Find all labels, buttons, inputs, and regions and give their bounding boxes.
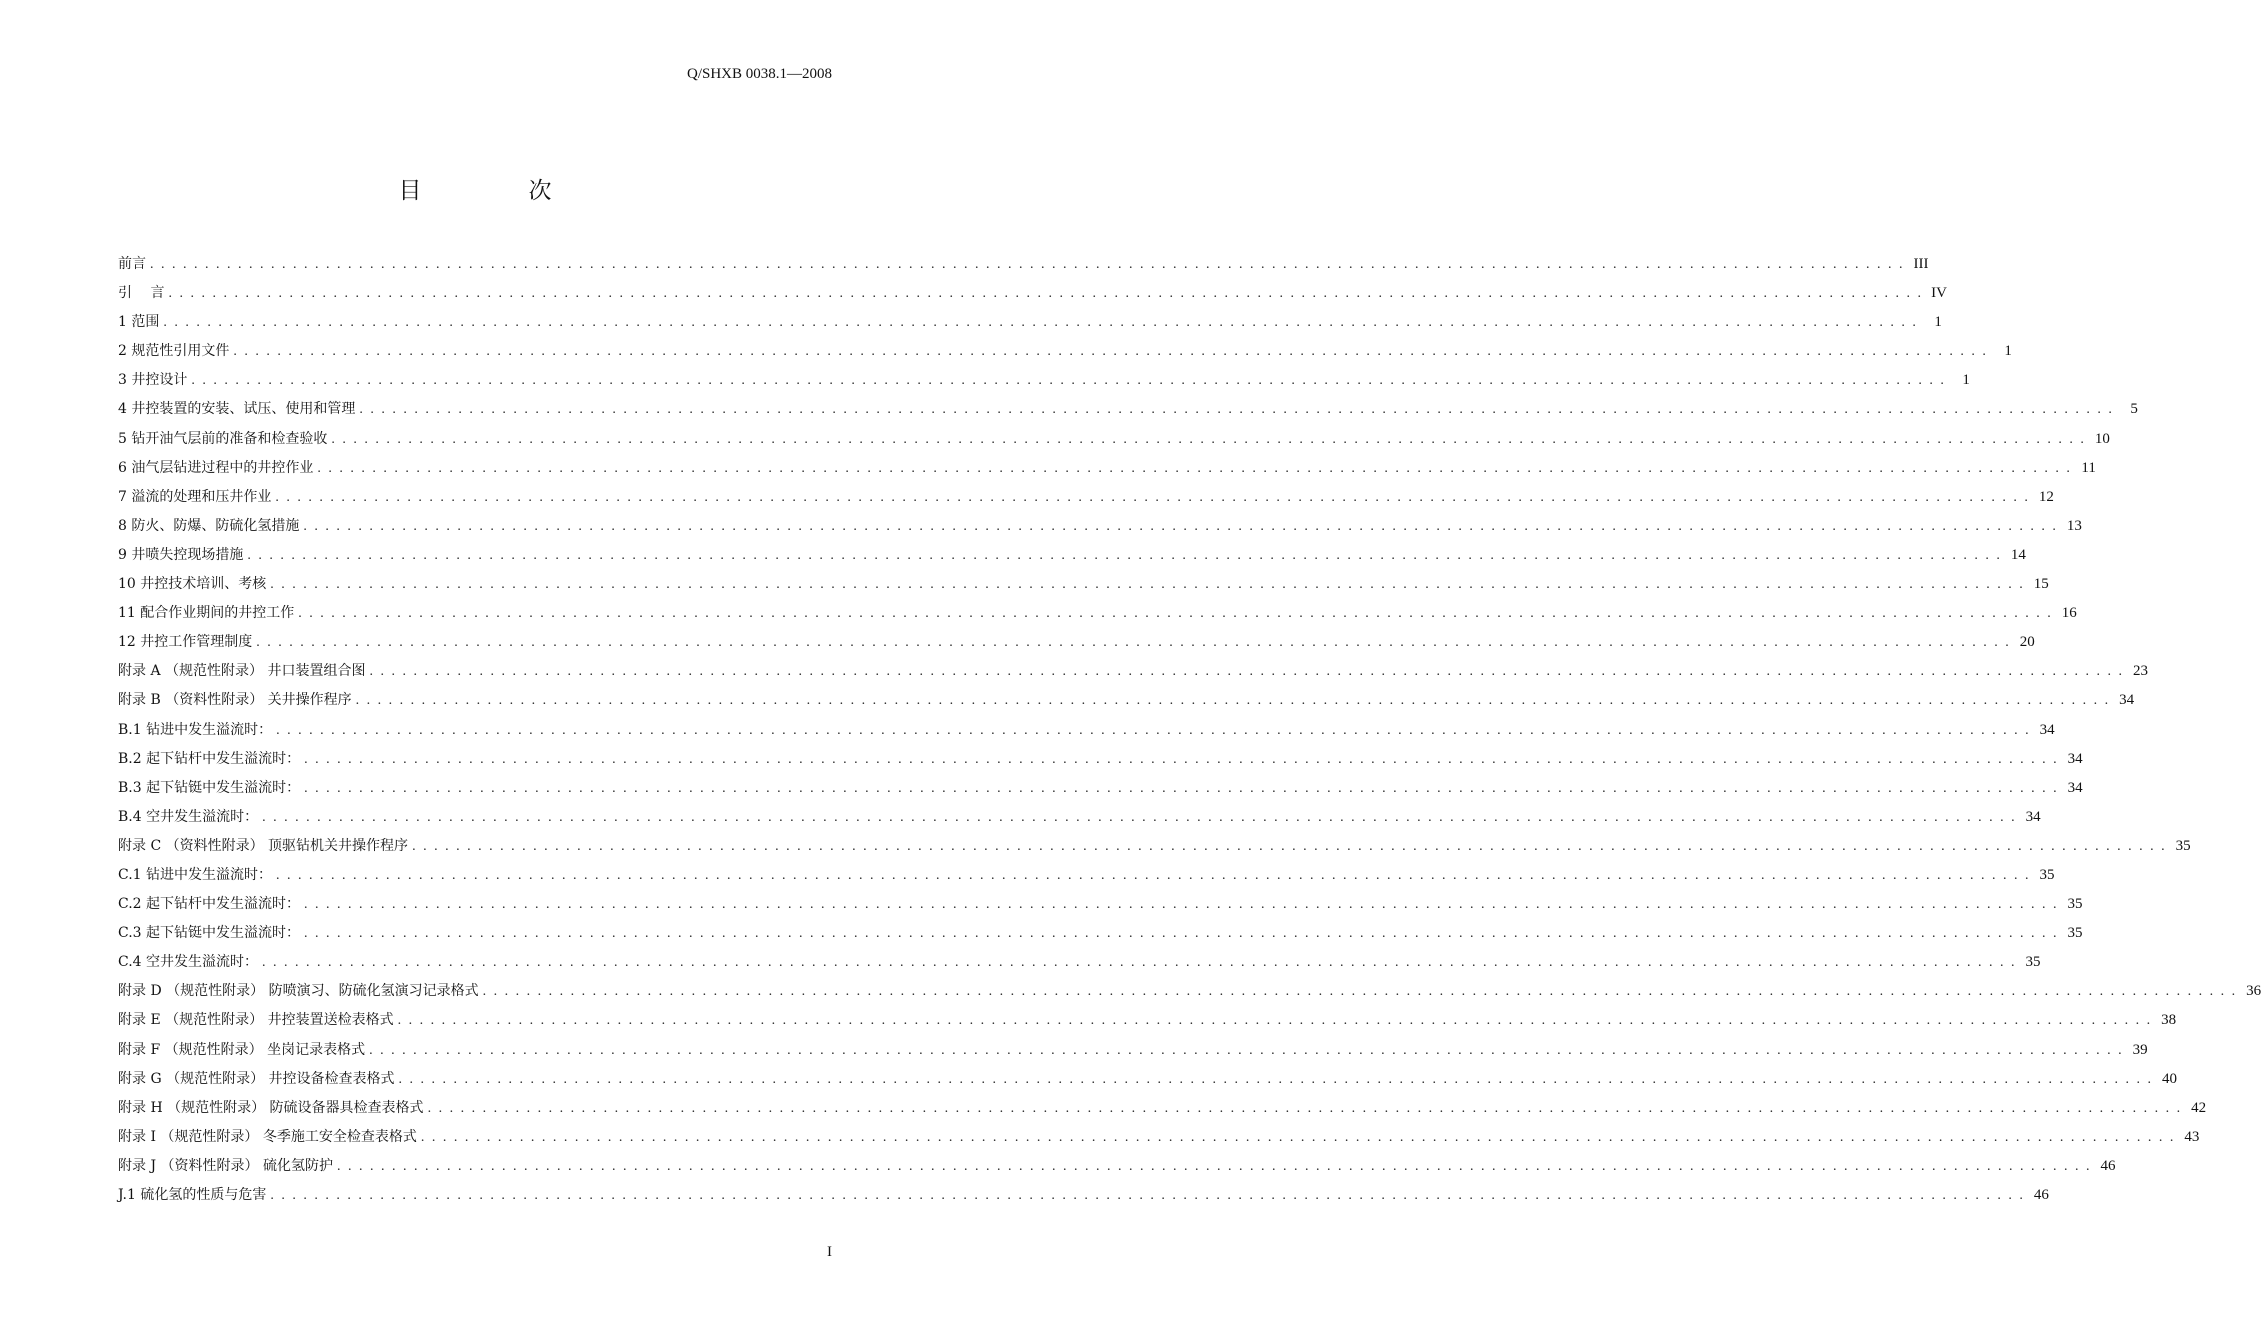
dot-leader: . . . . . . . . . . . . . . . . . . . . . . . . . . . . . . . . . . . . . . . . . . . . . . . . . . . . . . . . . . . . . . . . . . . . . . . . . . . . . . . . . . . . . . . . . . . . . . . . . . . . . . . . . . . . . . . . . . . . . . . . . . . . . . . . . . . . . . . . . . . . . . . . . . . . . . . . . . . . . . . . (369, 664, 2124, 680)
toc-entry-label: 12 井控工作管理制度 (118, 634, 253, 651)
dot-leader: . . . . . . . . . . . . . . . . . . . . . . . . . . . . . . . . . . . . . . . . . . . . . . . . . . . . . . . . . . . . . . . . . . . . . . . . . . . . . . . . . . . . . . . . . . . . . . . . . . . . . . . . . . . . . . . . . . . . . . . . . . . . . . . . . . . . . . . . . . . . . . . . . . . . . . . . . . . . . . . . (304, 897, 2059, 913)
dot-leader: . . . . . . . . . . . . . . . . . . . . . . . . . . . . . . . . . . . . . . . . . . . . . . . . . . . . . . . . . . . . . . . . . . . . . . . . . . . . . . . . . . . . . . . . . . . . . . . . . . . . . . . . . . . . . . . . . . . . . . . . . . . . . . . . . . . . . . . . . . . . . . . . . . . . . . . . . . . . . . . . (331, 431, 2086, 447)
toc-entry[interactable] (118, 981, 2261, 1010)
toc-entry-label: 附录 H （规范性附录） 防硫设备器具检查表格式 (118, 1099, 424, 1116)
dot-leader: . . . . . . . . . . . . . . . . . . . . . . . . . . . . . . . . . . . . . . . . . . . . . . . . . . . . . . . . . . . . . . . . . . . . . . . . . . . . . . . . . . . . . . . . . . . . . . . . . . . . . . . . . . . . . . . . . . . . . . . . . . . . . . . . . . . . . . . . . . . . . . . . . . . . . . . . . . . . . . . . (397, 1013, 2153, 1029)
toc-entry-label: 前言 (118, 256, 146, 272)
dot-leader: . . . . . . . . . . . . . . . . . . . . . . . . . . . . . . . . . . . . . . . . . . . . . . . . . . . . . . . . . . . . . . . . . . . . . . . . . . . . . . . . . . . . . . . . . . . . . . . . . . . . . . . . . . . . . . . . . . . . . . . . . . . . . . . . . . . . . . . . . . . . . . . . . . . . . . . . . . . . . . . . (256, 635, 2011, 651)
toc-entry[interactable] (118, 283, 1947, 312)
toc-entry-page: 35 (2039, 866, 2055, 883)
dot-leader: . . . . . . . . . . . . . . . . . . . . . . . . . . . . . . . . . . . . . . . . . . . . . . . . . . . . . . . . . . . . . . . . . . . . . . . . . . . . . . . . . . . . . . . . . . . . . . . . . . . . . . . . . . . . . . . . . . . . . . . . . . . . . . . . . . . . . . . . . . . . . . . . . . . . . . . . . . . . . . . . (369, 1042, 2124, 1058)
toc-entry[interactable] (118, 894, 2083, 923)
dot-leader: . . . . . . . . . . . . . . . . . . . . . . . . . . . . . . . . . . . . . . . . . . . . . . . . . . . . . . . . . . . . . . . . . . . . . . . . . . . . . . . . . . . . . . . . . . . . . . . . . . . . . . . . . . . . . . . . . . . . . . . . . . . . . . . . . . . . . . . . . . . . . . . . . . . . . . . . . . . . . . . . (412, 838, 2167, 854)
toc-entry[interactable] (118, 603, 2077, 632)
dot-leader: . . . . . . . . . . . . . . . . . . . . . . . . . . . . . . . . . . . . . . . . . . . . . . . . . . . . . . . . . . . . . . . . . . . . . . . . . . . . . . . . . . . . . . . . . . . . . . . . . . . . . . . . . . . . . . . . . . . . . . . . . . . . . . . . . . . . . . . . . . . . . . . . . . . . . . . . . . . . . . . . (420, 1129, 2176, 1145)
toc-entry-page: 35 (2025, 954, 2041, 971)
document-code: Q/SHXB 0038.1—2008 (686, 66, 832, 82)
toc-entry[interactable] (118, 487, 2054, 516)
toc-entry-page: 34 (2119, 692, 2135, 709)
toc-entry-label: 引 言 (118, 285, 165, 302)
dot-leader: . . . . . . . . . . . . . . . . . . . . . . . . . . . . . . . . . . . . . . . . . . . . . . . . . . . . . . . . . . . . . . . . . . . . . . . . . . . . . . . . . . . . . . . . . . . . . . . . . . . . . . . . . . . . . . . . . . . . . . . . . . . . . . . . . . . . . . . . . . . . . . . . . . . . . . . . . . . . . . . . (304, 926, 2059, 942)
toc-entry-page: 42 (2191, 1099, 2207, 1116)
toc-entry-label: 附录 E （规范性附录） 井控装置送检表格式 (118, 1012, 394, 1029)
toc-entry-page: 10 (2094, 430, 2110, 447)
toc-entry[interactable] (118, 1098, 2207, 1127)
toc-entry-label: 3 井控设计 (118, 372, 188, 389)
toc-entry[interactable] (118, 778, 2083, 807)
dot-leader: . . . . . . . . . . . . . . . . . . . . . . . . . . . . . . . . . . . . . . . . . . . . . . . . . . . . . . . . . . . . . . . . . . . . . . . . . . . . . . . . . . . . . . . . . . . . . . . . . . . . . . . . . . . . . . . . . . . . . . . . . . . . . . . . . . . . . . . . . . . . . . . . . . . . . . . . . . . . . . . . (150, 257, 1905, 272)
page-title: 目 次 (398, 178, 594, 204)
toc-entry-label: B.4 空井发生溢流时： (118, 808, 259, 825)
dot-leader: . . . . . . . . . . . . . . . . . . . . . . . . . . . . . . . . . . . . . . . . . . . . . . . . . . . . . . . . . . . . . . . . . . . . . . . . . . . . . . . . . . . . . . . . . . . . . . . . . . . . . . . . . . . . . . . . . . . . . . . . . . . . . . . . . . . . . . . . . . . . . . . . . . . . . . . . . . . . . . . . (359, 402, 2114, 418)
toc-entry[interactable] (118, 661, 2148, 690)
toc-entry-label: 2 规范性引用文件 (118, 343, 230, 360)
toc-entry-label: 附录 B （资料性附录） 关井操作程序 (118, 692, 352, 709)
toc-entry-label: C.2 起下钻杆中发生溢流时： (118, 896, 301, 913)
dot-leader: . . . . . . . . . . . . . . . . . . . . . . . . . . . . . . . . . . . . . . . . . . . . . . . . . . . . . . . . . . . . . . . . . . . . . . . . . . . . . . . . . . . . . . . . . . . . . . . . . . . . . . . . . . . . . . . . . . . . . . . . . . . . . . . . . . . . . . . . . . . . . . . . . . . . . . . . . . . . . . . . (482, 984, 2238, 1000)
toc-entry[interactable] (118, 749, 2083, 778)
toc-entry-page: 1 (2004, 343, 2012, 360)
toc-entry-label: 附录 C （资料性附录） 顶驱钻机关井操作程序 (118, 837, 409, 854)
toc-entry[interactable] (118, 632, 2035, 661)
toc-entry-label: 8 防火、防爆、防硫化氢措施 (118, 517, 300, 534)
dot-leader: . . . . . . . . . . . . . . . . . . . . . . . . . . . . . . . . . . . . . . . . . . . . . . . . . . . . . . . . . . . . . . . . . . . . . . . . . . . . . . . . . . . . . . . . . . . . . . . . . . . . . . . . . . . . . . . . . . . . . . . . . . . . . . . . . . . . . . . . . . . . . . . . . . . . . . . . . . . . . . . . (262, 809, 2017, 825)
toc-entry-label: 附录 J （资料性附录） 硫化氢防护 (118, 1157, 333, 1174)
toc-entry[interactable] (118, 720, 2055, 749)
toc-entry[interactable] (118, 1185, 2049, 1214)
toc-entry-label: 11 配合作业期间的井控工作 (118, 605, 295, 622)
toc-entry[interactable] (118, 952, 2041, 981)
dot-leader: . . . . . . . . . . . . . . . . . . . . . . . . . . . . . . . . . . . . . . . . . . . . . . . . . . . . . . . . . . . . . . . . . . . . . . . . . . . . . . . . . . . . . . . . . . . . . . . . . . . . . . . . . . . . . . . . . . . . . . . . . . . . . . . . . . . . . . . . . . . . . . . . . . . . . . . . . . . . . . . . (262, 955, 2017, 971)
toc-entry-label: 7 溢流的处理和压井作业 (118, 488, 272, 505)
toc-entry-page: 1 (1934, 314, 1942, 331)
toc-entry-page: 39 (2132, 1041, 2148, 1058)
toc-entry-label: 5 钻开油气层前的准备和检查验收 (118, 430, 328, 447)
dot-leader: . . . . . . . . . . . . . . . . . . . . . . . . . . . . . . . . . . . . . . . . . . . . . . . . . . . . . . . . . . . . . . . . . . . . . . . . . . . . . . . . . . . . . . . . . . . . . . . . . . . . . . . . . . . . . . . . . . . . . . . . . . . . . . . . . . . . . . . . . . . . . . . . . . . . . . . . . . . . . . . . (247, 547, 2002, 563)
toc-entry-label: C.3 起下钻铤中发生溢流时： (118, 925, 301, 942)
toc-entry-label: 附录 F （规范性附录） 坐岗记录表格式 (118, 1041, 366, 1058)
toc-entry-page: 35 (2175, 837, 2191, 854)
toc-entry-page: 35 (2067, 896, 2083, 913)
toc-entry[interactable] (118, 1156, 2116, 1185)
toc-entry[interactable] (118, 399, 2138, 428)
toc-entry-page: 23 (2132, 663, 2148, 680)
toc-entry-label: 9 井喷失控现场措施 (118, 546, 244, 563)
toc-entry-label: 10 井控技术培训、考核 (118, 576, 267, 593)
toc-entry-page: 16 (2061, 605, 2077, 622)
toc-entry-page: 43 (2184, 1128, 2200, 1145)
toc-entry[interactable] (118, 341, 2012, 370)
toc-entry-label: B.1 钻进中发生溢流时： (118, 721, 273, 738)
dot-leader: . . . . . . . . . . . . . . . . . . . . . . . . . . . . . . . . . . . . . . . . . . . . . . . . . . . . . . . . . . . . . . . . . . . . . . . . . . . . . . . . . . . . . . . . . . . . . . . . . . . . . . . . . . . . . . . . . . . . . . . . . . . . . . . . . . . . . . . . . . . . . . . . . . . . . . . . . . . . . . . . (163, 315, 1918, 331)
toc-entry-page: 20 (2019, 634, 2035, 651)
toc-entry-label: 1 范围 (118, 314, 160, 331)
toc-entry[interactable] (118, 545, 2026, 574)
table-of-contents (118, 254, 2261, 1214)
dot-leader: . . . . . . . . . . . . . . . . . . . . . . . . . . . . . . . . . . . . . . . . . . . . . . . . . . . . . . . . . . . . . . . . . . . . . . . . . . . . . . . . . . . . . . . . . . . . . . . . . . . . . . . . . . . . . . . . . . . . . . . . . . . . . . . . . . . . . . . . . . . . . . . . . . . . . . . . . . . . . . . . (191, 373, 1946, 389)
dot-leader: . . . . . . . . . . . . . . . . . . . . . . . . . . . . . . . . . . . . . . . . . . . . . . . . . . . . . . . . . . . . . . . . . . . . . . . . . . . . . . . . . . . . . . . . . . . . . . . . . . . . . . . . . . . . . . . . . . . . . . . . . . . . . . . . . . . . . . . . . . . . . . . . . . . . . . . . . . . . . . . . (303, 518, 2058, 534)
dot-leader: . . . . . . . . . . . . . . . . . . . . . . . . . . . . . . . . . . . . . . . . . . . . . . . . . . . . . . . . . . . . . . . . . . . . . . . . . . . . . . . . . . . . . . . . . . . . . . . . . . . . . . . . . . . . . . . . . . . . . . . . . . . . . . . . . . . . . . . . . . . . . . . . . . . . . . . . . . . . . . . . (355, 693, 2111, 709)
toc-entry-label: 附录 D （规范性附录） 防喷演习、防硫化氢演习记录格式 (118, 983, 479, 1000)
toc-entry-label: 6 油气层钻进过程中的井控作业 (118, 459, 314, 476)
dot-leader: . . . . . . . . . . . . . . . . . . . . . . . . . . . . . . . . . . . . . . . . . . . . . . . . . . . . . . . . . . . . . . . . . . . . . . . . . . . . . . . . . . . . . . . . . . . . . . . . . . . . . . . . . . . . . . . . . . . . . . . . . . . . . . . . . . . . . . . . . . . . . . . . . . . . . . . . . . . . . . . . (336, 1158, 2092, 1174)
toc-entry-label: B.3 起下钻铤中发生溢流时： (118, 779, 301, 796)
toc-entry[interactable] (118, 429, 2110, 458)
toc-entry-page: 36 (2246, 983, 2261, 1000)
toc-entry[interactable] (118, 370, 1970, 399)
toc-entry-page: 14 (2010, 546, 2026, 563)
toc-entry-label: J.1 硫化氢的性质与危害 (118, 1187, 267, 1203)
toc-entry[interactable] (118, 1010, 2177, 1039)
toc-entry-page: IV (1931, 285, 1947, 302)
toc-entry[interactable] (118, 312, 1942, 341)
toc-entry-page: 40 (2162, 1070, 2178, 1087)
dot-leader: . . . . . . . . . . . . . . . . . . . . . . . . . . . . . . . . . . . . . . . . . . . . . . . . . . . . . . . . . . . . . . . . . . . . . . . . . . . . . . . . . . . . . . . . . . . . . . . . . . . . . . . . . . . . . . . . . . . . . . . . . . . . . . . . . . . . . . . . . . . . . . . . . . . . . . . . . . . . . . . . (317, 460, 2072, 476)
toc-entry-page: 34 (2067, 750, 2083, 767)
dot-leader: . . . . . . . . . . . . . . . . . . . . . . . . . . . . . . . . . . . . . . . . . . . . . . . . . . . . . . . . . . . . . . . . . . . . . . . . . . . . . . . . . . . . . . . . . . . . . . . . . . . . . . . . . . . . . . . . . . . . . . . . . . . . . . . . . . . . . . . . . . . . . . . . . . . . . . . . . . . . . . . . (233, 344, 1988, 360)
toc-entry-page: 1 (1962, 372, 1970, 389)
toc-entry[interactable] (118, 458, 2096, 487)
toc-entry-label: C.1 钻进中发生溢流时： (118, 866, 273, 883)
toc-entry[interactable] (118, 574, 2049, 603)
dot-leader: . . . . . . . . . . . . . . . . . . . . . . . . . . . . . . . . . . . . . . . . . . . . . . . . . . . . . . . . . . . . . . . . . . . . . . . . . . . . . . . . . . . . . . . . . . . . . . . . . . . . . . . . . . . . . . . . . . . . . . . . . . . . . . . . . . . . . . . . . . . . . . . . . . . . . . . . . . . . . . . . (398, 1071, 2154, 1087)
toc-entry-page: 35 (2067, 925, 2083, 942)
page-number: I (827, 1244, 832, 1260)
dot-leader: . . . . . . . . . . . . . . . . . . . . . . . . . . . . . . . . . . . . . . . . . . . . . . . . . . . . . . . . . . . . . . . . . . . . . . . . . . . . . . . . . . . . . . . . . . . . . . . . . . . . . . . . . . . . . . . . . . . . . . . . . . . . . . . . . . . . . . . . . . . . . . . . . . . . . . . . . . . . . . . . (276, 722, 2031, 738)
toc-entry-label: 附录 I （规范性附录） 冬季施工安全检查表格式 (118, 1128, 417, 1145)
dot-leader: . . . . . . . . . . . . . . . . . . . . . . . . . . . . . . . . . . . . . . . . . . . . . . . . . . . . . . . . . . . . . . . . . . . . . . . . . . . . . . . . . . . . . . . . . . . . . . . . . . . . . . . . . . . . . . . . . . . . . . . . . . . . . . . . . . . . . . . . . . . . . . . . . . . . . . . . . . . . . . . . (168, 286, 1923, 302)
toc-entry-page: 5 (2130, 401, 2138, 418)
toc-entry-page: 38 (2161, 1012, 2177, 1029)
toc-entry[interactable] (118, 923, 2083, 952)
toc-entry-page: 34 (2025, 808, 2041, 825)
dot-leader: . . . . . . . . . . . . . . . . . . . . . . . . . . . . . . . . . . . . . . . . . . . . . . . . . . . . . . . . . . . . . . . . . . . . . . . . . . . . . . . . . . . . . . . . . . . . . . . . . . . . . . . . . . . . . . . . . . . . . . . . . . . . . . . . . . . . . . . . . . . . . . . . . . . . . . . . . . . . . . . . (270, 577, 2025, 593)
toc-entry[interactable] (118, 1040, 2148, 1069)
toc-entry-page: 12 (2038, 488, 2054, 505)
toc-entry-page: 46 (2100, 1157, 2116, 1174)
toc-entry[interactable] (118, 254, 1929, 283)
toc-entry-page: III (1913, 256, 1929, 272)
toc-entry-label: 4 井控装置的安装、试压、使用和管理 (118, 401, 356, 418)
toc-entry-page: 15 (2033, 576, 2049, 593)
toc-entry-page: 11 (2081, 459, 2096, 476)
toc-entry[interactable] (118, 1069, 2178, 1098)
toc-entry[interactable] (118, 836, 2191, 865)
toc-entry[interactable] (118, 807, 2041, 836)
toc-entry-label: 附录 G （规范性附录） 井控设备检查表格式 (118, 1070, 395, 1087)
toc-entry-page: 13 (2066, 517, 2082, 534)
dot-leader: . . . . . . . . . . . . . . . . . . . . . . . . . . . . . . . . . . . . . . . . . . . . . . . . . . . . . . . . . . . . . . . . . . . . . . . . . . . . . . . . . . . . . . . . . . . . . . . . . . . . . . . . . . . . . . . . . . . . . . . . . . . . . . . . . . . . . . . . . . . . . . . . . . . . . . . . . . . . . . . . (270, 1188, 2025, 1203)
toc-entry[interactable] (118, 865, 2055, 894)
toc-entry-page: 34 (2039, 721, 2055, 738)
toc-entry-page: 46 (2033, 1187, 2049, 1203)
toc-entry-label: 附录 A （规范性附录） 井口装置组合图 (118, 663, 366, 680)
dot-leader: . . . . . . . . . . . . . . . . . . . . . . . . . . . . . . . . . . . . . . . . . . . . . . . . . . . . . . . . . . . . . . . . . . . . . . . . . . . . . . . . . . . . . . . . . . . . . . . . . . . . . . . . . . . . . . . . . . . . . . . . . . . . . . . . . . . . . . . . . . . . . . . . . . . . . . . . . . . . . . . . (275, 489, 2030, 505)
toc-entry-label: C.4 空井发生溢流时： (118, 954, 259, 971)
toc-entry[interactable] (118, 690, 2135, 719)
toc-entry[interactable] (118, 1127, 2200, 1156)
dot-leader: . . . . . . . . . . . . . . . . . . . . . . . . . . . . . . . . . . . . . . . . . . . . . . . . . . . . . . . . . . . . . . . . . . . . . . . . . . . . . . . . . . . . . . . . . . . . . . . . . . . . . . . . . . . . . . . . . . . . . . . . . . . . . . . . . . . . . . . . . . . . . . . . . . . . . . . . . . . . . . . . (298, 606, 2053, 622)
dot-leader: . . . . . . . . . . . . . . . . . . . . . . . . . . . . . . . . . . . . . . . . . . . . . . . . . . . . . . . . . . . . . . . . . . . . . . . . . . . . . . . . . . . . . . . . . . . . . . . . . . . . . . . . . . . . . . . . . . . . . . . . . . . . . . . . . . . . . . . . . . . . . . . . . . . . . . . . . . . . . . . . (304, 751, 2059, 767)
toc-entry-label: B.2 起下钻杆中发生溢流时： (118, 750, 301, 767)
dot-leader: . . . . . . . . . . . . . . . . . . . . . . . . . . . . . . . . . . . . . . . . . . . . . . . . . . . . . . . . . . . . . . . . . . . . . . . . . . . . . . . . . . . . . . . . . . . . . . . . . . . . . . . . . . . . . . . . . . . . . . . . . . . . . . . . . . . . . . . . . . . . . . . . . . . . . . . . . . . . . . . . (276, 867, 2031, 883)
dot-leader: . . . . . . . . . . . . . . . . . . . . . . . . . . . . . . . . . . . . . . . . . . . . . . . . . . . . . . . . . . . . . . . . . . . . . . . . . . . . . . . . . . . . . . . . . . . . . . . . . . . . . . . . . . . . . . . . . . . . . . . . . . . . . . . . . . . . . . . . . . . . . . . . . . . . . . . . . . . . . . . . (427, 1100, 2183, 1116)
toc-entry-page: 34 (2067, 779, 2083, 796)
toc-entry[interactable] (118, 516, 2082, 545)
dot-leader: . . . . . . . . . . . . . . . . . . . . . . . . . . . . . . . . . . . . . . . . . . . . . . . . . . . . . . . . . . . . . . . . . . . . . . . . . . . . . . . . . . . . . . . . . . . . . . . . . . . . . . . . . . . . . . . . . . . . . . . . . . . . . . . . . . . . . . . . . . . . . . . . . . . . . . . . . . . . . . . . (304, 780, 2059, 796)
